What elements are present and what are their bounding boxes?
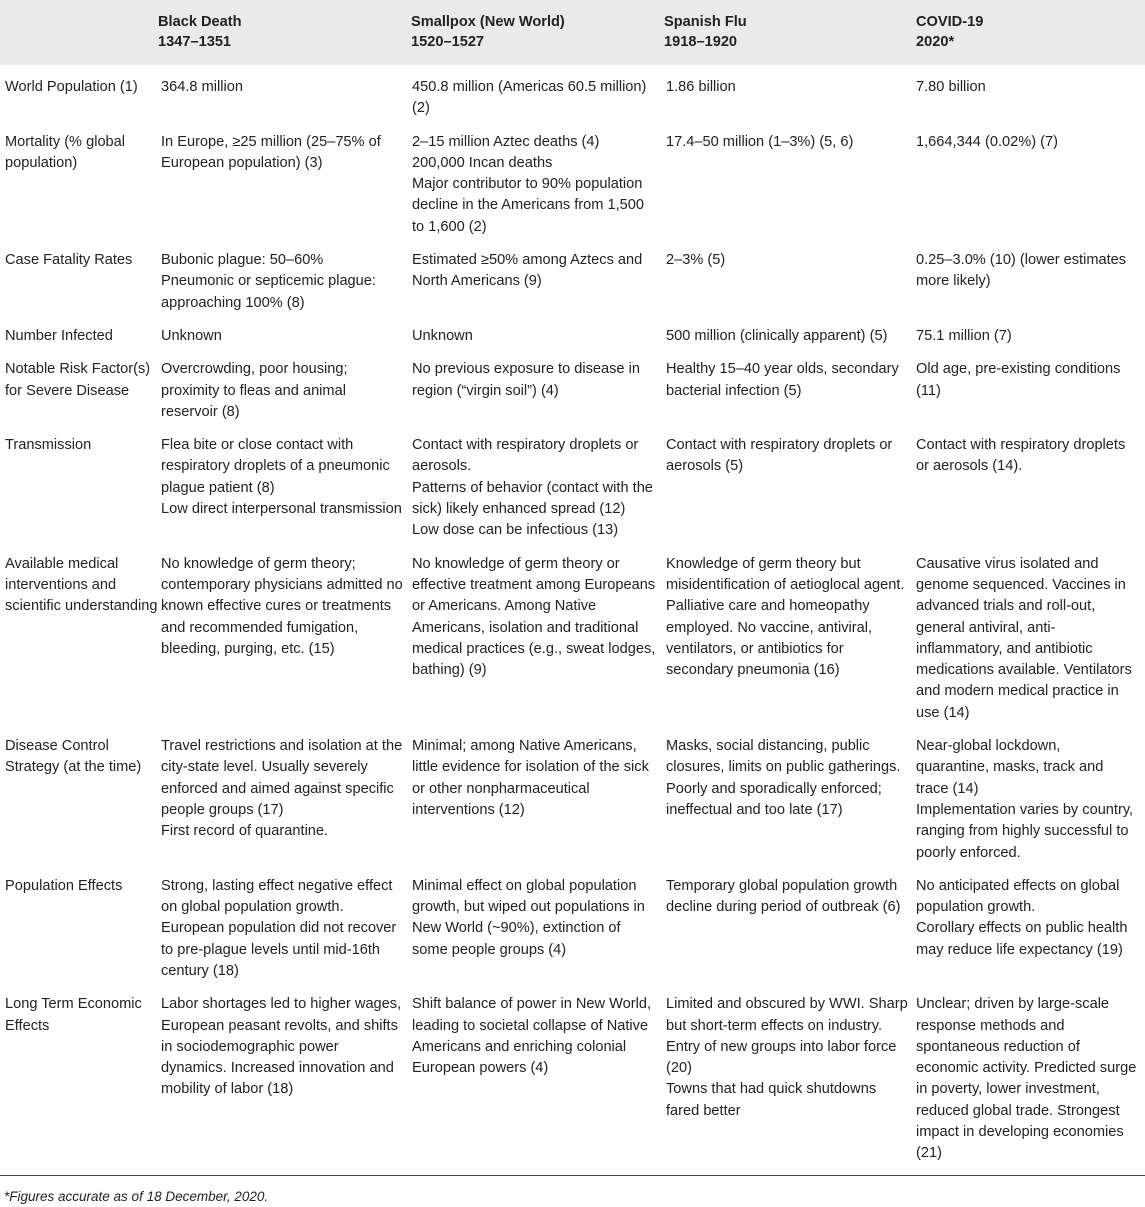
table-cell xyxy=(158,423,411,541)
cell-text: Contact with respiratory droplets or aerosols (5) xyxy=(666,437,893,475)
cell-text: 1,664,344 (0.02%) (7) xyxy=(916,133,1058,150)
table-row xyxy=(0,238,1145,314)
header-row xyxy=(0,0,1145,65)
table-cell xyxy=(158,982,411,1175)
cell-text: Contact with respiratory droplets or aerosols (14). xyxy=(916,437,1126,475)
row-label: Mortality (% global population) xyxy=(5,133,126,171)
column-name: COVID-19 xyxy=(916,14,984,30)
table-cell xyxy=(664,982,916,1175)
column-years: 1918–1920 xyxy=(664,34,738,50)
table-row xyxy=(0,65,1145,120)
row-label: Disease Control Strategy (at the time) xyxy=(5,738,142,776)
table-cell xyxy=(411,347,664,423)
table-cell xyxy=(411,423,664,541)
cell-text: Healthy 15–40 year olds, secondary bacterial infection (5) xyxy=(666,361,899,399)
table-cell xyxy=(664,314,916,347)
column-header-smallpox xyxy=(411,0,664,65)
table-cell xyxy=(158,238,411,314)
cell-text: Implementation varies by country, ranging from highly successful to poorly enforced. xyxy=(916,801,1134,861)
column-header-spanish-flu xyxy=(664,0,916,65)
table-row xyxy=(0,982,1145,1175)
cell-text: Overcrowding, poor housing; proximity to fleas and animal reservoir (8) xyxy=(161,361,348,420)
cell-text: 17.4–50 million (1–3%) (5, 6) xyxy=(666,133,854,150)
table-cell xyxy=(916,347,1145,423)
cell-text: Flea bite or close contact with respiratory droplets of a pneumonic plague patient (8) xyxy=(161,437,390,496)
cell-text: Masks, social distancing, public closures, limits on public gatherings. Poorly and sporadically enforced; ineffectual and too late (17) xyxy=(666,738,901,818)
table-cell xyxy=(664,347,916,423)
table-cell xyxy=(664,120,916,238)
table-row xyxy=(0,724,1145,864)
cell-text: 75.1 million (7) xyxy=(916,327,1012,344)
cell-text: No previous exposure to disease in region (“virgin soil”) (4) xyxy=(412,361,640,399)
cell-text: 1.86 billion xyxy=(666,79,736,95)
table-row xyxy=(0,314,1145,347)
table-cell xyxy=(916,542,1145,724)
column-header-black-death xyxy=(158,0,411,65)
table-cell xyxy=(916,314,1145,347)
cell-text: Travel restrictions and isolation at the city-state level. Usually severely enforced and aimed against specific people groups (17) xyxy=(161,738,403,818)
table-body xyxy=(0,65,1145,1175)
cell-text: Patterns of behavior (contact with the sick) likely enhanced spread (12) xyxy=(412,479,653,518)
cell-text: 0.25–3.0% (10) (lower estimates more likely) xyxy=(916,252,1127,290)
table-cell xyxy=(411,864,664,982)
cell-text: Strong, lasting effect negative effect on global population growth. European population did not recover to pre-plague levels until mid-16th century (18) xyxy=(161,877,397,979)
cell-text: 364.8 million xyxy=(161,79,243,95)
cell-text: Corollary effects on public health may reduce life expectancy (19) xyxy=(916,920,1128,958)
cell-text: Contact with respiratory droplets or aerosols. xyxy=(412,437,639,475)
cell-text: In Europe, ≥25 million (25–75% of European population) (3) xyxy=(161,133,381,171)
cell-text: Low dose can be infectious (13) xyxy=(412,522,619,539)
table-row xyxy=(0,120,1145,238)
table-cell xyxy=(158,724,411,864)
cell-text: Unknown xyxy=(412,327,473,344)
cell-text: Temporary global population growth decline during period of outbreak (6) xyxy=(666,877,901,916)
table-cell xyxy=(158,864,411,982)
table-row xyxy=(0,423,1145,541)
cell-text: Old age, pre-existing conditions (11) xyxy=(916,361,1121,399)
cell-text: No knowledge of germ theory or effective treatment among Europeans or Americans. Among Native Americans, isolation and traditional medical practices (e.g., sweat lodges, bathing) (9) xyxy=(412,555,656,679)
cell-text: Knowledge of germ theory but misidentification of aetioglocal agent. Palliative care and homeopathy employed. No vaccine, antiviral, ventilators, or antibiotics for secondary pneumonia (16) xyxy=(666,555,905,679)
table-cell xyxy=(916,864,1145,982)
column-years: 1347–1351 xyxy=(158,34,232,50)
cell-text: Minimal effect on global population growth, but wiped out populations in New World (~90%), extinction of some people groups (4) xyxy=(412,877,645,958)
row-label: Available medical interventions and scientific understanding xyxy=(5,555,158,615)
header-corner xyxy=(0,0,158,65)
table-cell xyxy=(158,120,411,238)
cell-text: Unclear; driven by large-scale response methods and spontaneous reduction of economic activity. Predicted surge in poverty, lower investment, reduced global trade. Strongest impact in developing economies (21) xyxy=(916,996,1137,1162)
table-cell xyxy=(411,542,664,724)
cell-text: 500 million (clinically apparent) (5) xyxy=(666,327,888,344)
cell-text: Limited and obscured by WWI. Sharp but short-term effects on industry. Entry of new groups into labor force (20) xyxy=(666,996,908,1077)
cell-text: Near-global lockdown, quarantine, masks, track and trace (14) xyxy=(916,738,1104,797)
table-header xyxy=(0,0,1145,65)
column-years: 1520–1527 xyxy=(411,34,485,50)
table-cell xyxy=(664,423,916,541)
row-label: Population Effects xyxy=(5,877,123,894)
table-cell xyxy=(411,314,664,347)
cell-text: First record of quarantine. xyxy=(161,823,329,840)
cell-text: No anticipated effects on global population growth. xyxy=(916,877,1120,916)
cell-text: 2–3% (5) xyxy=(666,252,726,269)
column-name: Smallpox (New World) xyxy=(411,14,565,30)
cell-text: Towns that had quick shutdowns fared better xyxy=(666,1081,877,1119)
row-label: Case Fatality Rates xyxy=(5,252,133,269)
cell-text: Labor shortages led to higher wages, European peasant revolts, and shifts in sociodemographic power dynamics. Increased innovation and mobility of labor (18) xyxy=(161,996,402,1098)
table-footnote: *Figures accurate as of 18 December, 2020. xyxy=(4,1188,269,1204)
column-years: 2020* xyxy=(916,34,955,50)
cell-text: Estimated ≥50% among Aztecs and North Americans (9) xyxy=(412,252,643,290)
table-cell xyxy=(664,238,916,314)
column-name: Spanish Flu xyxy=(664,14,747,30)
table-cell xyxy=(664,65,916,120)
table-cell xyxy=(158,314,411,347)
cell-text: Pneumonic or septicemic plague: approaching 100% (8) xyxy=(161,273,376,311)
table-cell xyxy=(158,347,411,423)
column-header-covid-19 xyxy=(916,0,1145,65)
cell-text: Low direct interpersonal transmission xyxy=(161,501,402,518)
table-cell xyxy=(411,982,664,1175)
table-cell xyxy=(916,65,1145,120)
cell-text: Unknown xyxy=(161,327,222,344)
table-cell xyxy=(916,982,1145,1175)
cell-text: Causative virus isolated and genome sequenced. Vaccines in advanced trials and roll-out, general antiviral, anti-inflammatory, and antibiotic medications available. Ventilators and modern medical practice in use (14) xyxy=(916,555,1132,721)
table-cell xyxy=(664,724,916,864)
cell-text: Minimal; among Native Americans, little evidence for isolation of the sick or other nonpharmaceutical interventions (12) xyxy=(412,738,649,818)
cell-text: Shift balance of power in New World, leading to societal collapse of Native Americans and enriching colonial European powers (4) xyxy=(412,996,652,1077)
table-row xyxy=(0,347,1145,423)
cell-text: 450.8 million (Americas 60.5 million) (2) xyxy=(412,79,647,117)
cell-text: Major contributor to 90% population decline in the Americans from 1,500 to 1,600 (2) xyxy=(412,176,645,235)
cell-text: No knowledge of germ theory; contemporary physicians admitted no known effective cures or treatments and recommended fumigation, bleeding, purging, etc. (15) xyxy=(161,555,403,657)
table-cell xyxy=(916,724,1145,864)
table-cell xyxy=(916,238,1145,314)
table-cell xyxy=(664,864,916,982)
cell-text: 7.80 billion xyxy=(916,79,986,95)
row-label: Long Term Economic Effects xyxy=(0,982,158,1175)
table-row xyxy=(0,864,1145,982)
table-cell xyxy=(916,120,1145,238)
table-cell xyxy=(664,542,916,724)
column-name: Black Death xyxy=(158,14,242,30)
table-cell xyxy=(411,238,664,314)
row-label: Number Infected xyxy=(5,327,113,344)
table-cell xyxy=(411,724,664,864)
cell-text: 200,000 Incan deaths xyxy=(412,154,553,171)
table-cell xyxy=(158,542,411,724)
row-label: Transmission xyxy=(5,437,92,454)
table-row xyxy=(0,542,1145,724)
cell-text: Bubonic plague: 50–60% xyxy=(161,252,324,269)
table-cell xyxy=(411,120,664,238)
cell-text: 2–15 million Aztec deaths (4) xyxy=(412,133,600,150)
table-cell xyxy=(411,65,664,120)
table-cell xyxy=(158,65,411,120)
row-label: Notable Risk Factor(s) for Severe Disease xyxy=(5,361,151,399)
row-label: World Population (1) xyxy=(5,79,138,95)
table-cell xyxy=(916,423,1145,541)
